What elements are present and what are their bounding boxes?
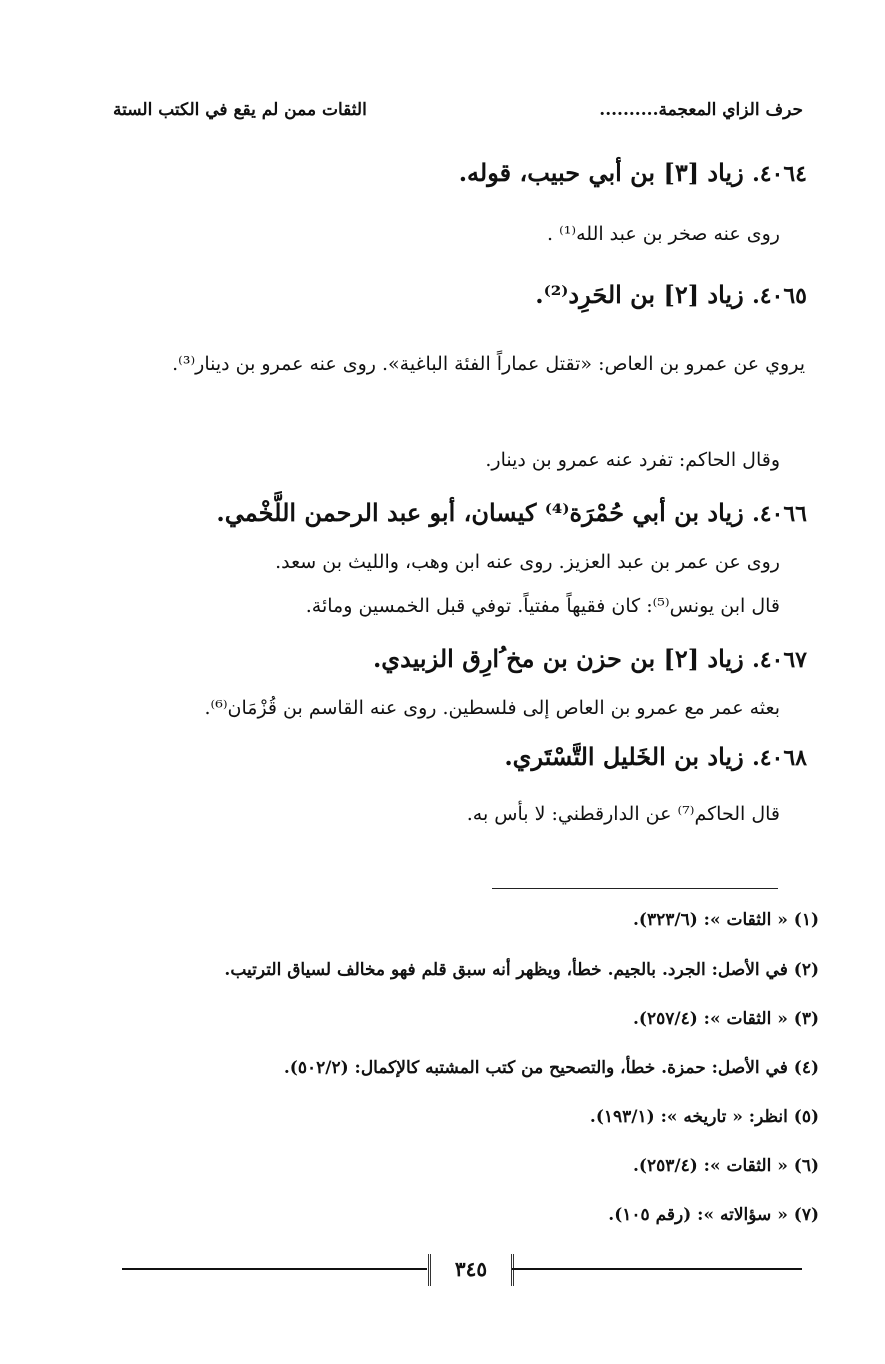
entry-name: زياد بن الخَليل التَّسْتَري. <box>504 742 744 771</box>
footer-rule-left <box>122 1268 427 1270</box>
entry-name: زياد [٣] بن أبي حبيب، قوله. <box>458 158 744 187</box>
entry-title-4064 <box>107 156 807 191</box>
entry-number: ٤٠٦٧. <box>752 647 807 673</box>
entry-title-4065 <box>107 278 807 313</box>
header-chapter: حرف الزاي المعجمة.......... <box>599 100 803 120</box>
entry-text: قال ابن يونس⁽⁵⁾: كان فقيهاً مفتياً. توفي قبل الخمسين ومائة. <box>305 595 780 617</box>
footnote: (٧) « سؤالاته »: (رقم ١٠٥). <box>608 1205 819 1225</box>
entry-title-4068 <box>107 740 807 775</box>
footnote: (٢) في الأصل: الجرد. بالجيم. خطأ، ويظهر أنه سبق قلم فهو مخالف لسياق الترتيب. <box>224 960 819 980</box>
footnote: (٥) انظر: « تاريخه »: (١٩٣/١). <box>589 1107 819 1127</box>
entry-text: يروي عن عمرو بن العاص: «تقتل عماراً الفئة الباغية». روى عنه عمرو بن دينار⁽³⁾. <box>172 353 805 375</box>
header-book-title: الثقات ممن لم يقع في الكتب الستة <box>113 100 367 120</box>
footnote-separator <box>492 888 778 889</box>
entry-name: زياد [٢] بن حزن بن مخ ُارِق الزبيدي. <box>372 644 744 673</box>
entry-text: بعثه عمر مع عمرو بن العاص إلى فلسطين. روى عنه القاسم بن قُزْمَان⁽⁶⁾. <box>204 697 780 719</box>
entry-title-4066 <box>107 496 807 531</box>
entry-text: روى عن عمر بن عبد العزيز. روى عنه ابن وهب، والليث بن سعد. <box>275 551 780 573</box>
page-number: ٣٤٥ <box>428 1254 514 1286</box>
entry-number: ٤٠٦٥. <box>752 283 807 309</box>
entry-number: ٤٠٦٤. <box>752 161 807 187</box>
footnote: (١) « الثقات »: (٣٢٣/٦). <box>633 910 819 930</box>
entry-title-4067 <box>107 642 807 677</box>
entry-name: زياد بن أبي حُمْرَة⁽⁴⁾ كيسان، أبو عبد الرحمن اللَّخْمي. <box>216 498 744 527</box>
entry-text: روى عنه صخر بن عبد الله⁽¹⁾ . <box>547 223 780 245</box>
entry-name: زياد [٢] بن الحَرِد⁽²⁾. <box>535 280 744 309</box>
footnote: (٣) « الثقات »: (٢٥٧/٤). <box>633 1009 819 1029</box>
entry-text: وقال الحاكم: تفرد عنه عمرو بن دينار. <box>485 449 780 471</box>
running-header <box>113 92 803 128</box>
entry-number: ٤٠٦٨. <box>752 745 807 771</box>
footer-rule-right <box>512 1268 802 1270</box>
footnote: (٤) في الأصل: حمزة. خطأ، والتصحيح من كتب المشتبه كالإكمال: (٥٠٢/٢). <box>283 1058 819 1078</box>
footnote: (٦) « الثقات »: (٢٥٣/٤). <box>633 1156 819 1176</box>
entry-text: قال الحاكم⁽⁷⁾ عن الدارقطني: لا بأس به. <box>466 803 780 825</box>
entry-number: ٤٠٦٦. <box>752 501 807 527</box>
